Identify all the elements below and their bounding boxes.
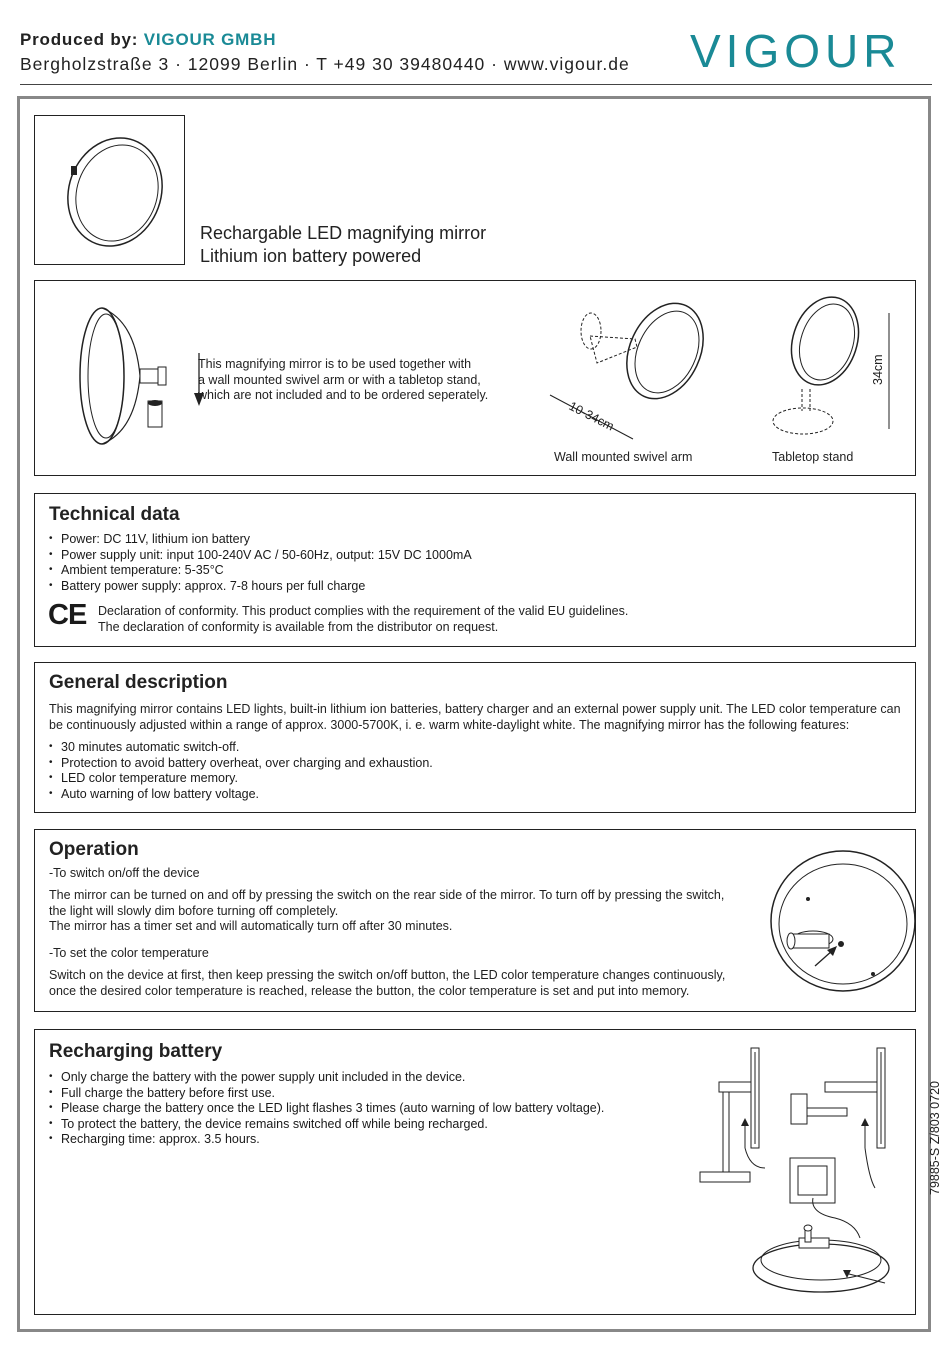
ce-declaration <box>98 604 628 635</box>
list-item: • Power: DC 11V, lithium ion battery <box>49 532 472 548</box>
rear-switch-illustration <box>763 844 913 994</box>
technical-list <box>49 532 472 594</box>
list-item: • Auto warning of low battery voltage. <box>49 787 433 803</box>
list-item: • Ambient temperature: 5-35°C <box>49 563 472 579</box>
list-item: • Recharging time: approx. 3.5 hours. <box>49 1132 604 1148</box>
operation-section <box>34 829 916 1012</box>
op-p2-line2: once the desired color temperature is reached, release the button, the color temperature is set and put into memory. <box>49 983 690 998</box>
product-title-line2: Lithium ion battery powered <box>200 246 422 266</box>
arm-dimension: 10-34cm <box>566 399 617 434</box>
list-item: • 30 minutes automatic switch-off. <box>49 740 433 756</box>
mirror-front-illustration <box>35 116 186 266</box>
company-address: Bergholzstraße 3 · 12099 Berlin · T +49 30 39480440 · www.vigour.de <box>20 54 630 74</box>
product-image-box <box>34 115 185 265</box>
technical-heading: Technical data <box>49 504 180 525</box>
op-p2-line1: Switch on the device at first, then keep pressing the switch on/off button, the LED color temperature changes continuously, <box>49 968 726 982</box>
recharging-section <box>34 1029 916 1315</box>
tabletop-stand-illustration <box>765 291 875 451</box>
ce-mark-icon: CE <box>48 599 87 631</box>
operation-paragraph1 <box>49 888 724 935</box>
usage-note-line3: which are not included and to be ordered seperately. <box>198 388 489 402</box>
document-code: 79885-S Z/803 0720 <box>928 1081 942 1195</box>
operation-sub2: -To set the color temperature <box>49 946 209 960</box>
list-item: • Please charge the battery once the LED light flashes 3 times (auto warning of low battery voltage). <box>49 1101 604 1117</box>
arm-caption: Wall mounted swivel arm <box>554 450 693 464</box>
recharging-heading: Recharging battery <box>49 1041 223 1062</box>
op-p1-line2: the light will slowly dim bofore turning off completely. <box>49 903 339 918</box>
op-p1-line3: The mirror has a timer set and will automatically turn off after 30 minutes. <box>49 919 453 933</box>
technical-section <box>34 493 916 647</box>
header-divider <box>20 84 932 85</box>
list-item: • Battery power supply: approx. 7-8 hours per full charge <box>49 579 472 595</box>
stand-caption: Tabletop stand <box>772 450 854 464</box>
list-item: • Power supply unit: input 100-240V AC / 50-60Hz, output: 15V DC 1000mA <box>49 548 472 564</box>
features-list <box>49 740 433 802</box>
usage-section <box>34 280 916 476</box>
vigour-logo: VIGOUR <box>690 25 902 77</box>
producer-line <box>20 30 276 50</box>
general-section <box>34 662 916 813</box>
operation-sub1: -To switch on/off the device <box>49 866 200 880</box>
general-heading: General description <box>49 672 228 693</box>
usage-note <box>198 357 488 404</box>
general-paragraph: This magnifying mirror contains LED lights, built-in lithium ion batteries, battery charger and an external power supply unit. The LED color temperature can be continuously adjusted within a range of approx. 3000-5700K, i. e. warm white-daylight white. The magnifying mirror has the following features: <box>49 702 901 732</box>
list-item: • Protection to avoid battery overheat, over charging and exhaustion. <box>49 756 433 772</box>
operation-heading: Operation <box>49 839 139 860</box>
swivel-arm-illustration <box>545 291 725 451</box>
op-p1-line1: The mirror can be turned on and off by pressing the switch on the rear side of the mirror. To turn off by pressing the switch, <box>49 888 725 902</box>
product-title-line1: Rechargable LED magnifying mirror <box>200 223 487 243</box>
list-item: • LED color temperature memory. <box>49 771 433 787</box>
produced-by-label: Produced by: <box>20 30 139 49</box>
operation-paragraph2 <box>49 968 725 999</box>
recharging-list <box>49 1070 604 1148</box>
product-title <box>200 222 486 268</box>
list-item: • To protect the battery, the device remains switched off while being recharged. <box>49 1117 604 1133</box>
list-item: • Full charge the battery before first use. <box>49 1086 604 1102</box>
ce-line1: Declaration of conformity. This product complies with the requirement of the valid EU guidelines. <box>98 604 629 618</box>
usage-note-line1: This magnifying mirror is to be used together with <box>198 357 472 371</box>
ce-line2: The declaration of conformity is available from the distributor on request. <box>98 619 499 634</box>
usage-note-line2: a wall mounted swivel arm or with a tabletop stand, <box>198 372 481 387</box>
company-name: VIGOUR GMBH <box>143 30 277 49</box>
list-item: • Only charge the battery with the power supply unit included in the device. <box>49 1070 604 1086</box>
charging-illustration <box>695 1038 895 1308</box>
stand-dimension: 34cm <box>871 354 885 385</box>
mirror-side-illustration <box>60 291 200 471</box>
